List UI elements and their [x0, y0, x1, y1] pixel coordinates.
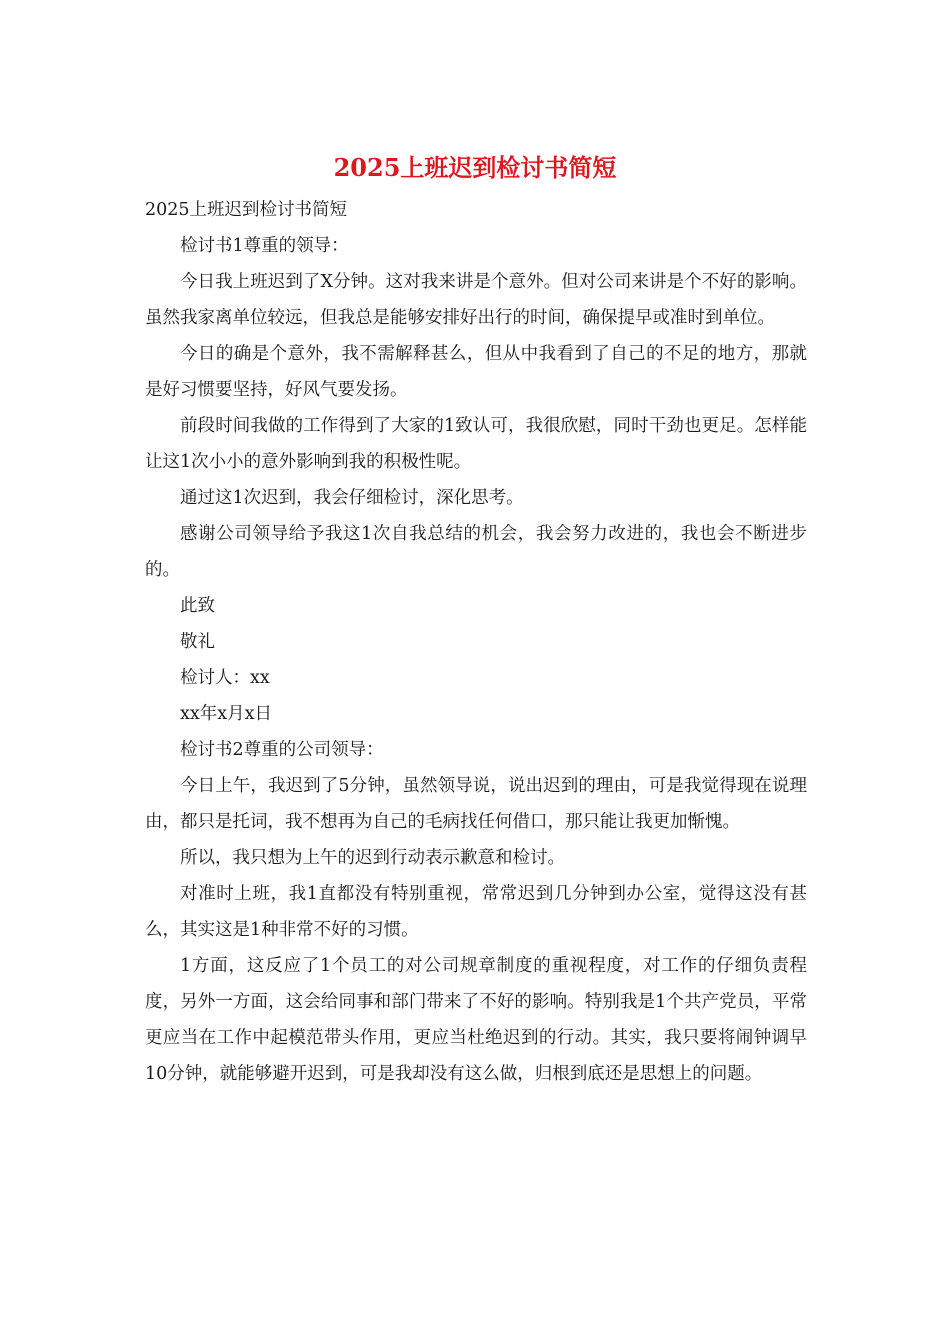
date-line: xx年x月x日 [180, 704, 272, 724]
paragraph: 感谢公司领导给予我这1次自我总结的机会，我会努力改进的，我也会不断进步的。 [145, 524, 807, 580]
document-title: 2025上班迟到检讨书简短 [333, 153, 617, 182]
paragraph: 前段时间我做的工作得到了大家的1致认可，我很欣慰，同时干劲也更足。怎样能让这1次小小的意外影响到我的积极性呢。 [145, 416, 807, 472]
document-body [145, 192, 807, 1092]
signature-line: 检讨人：xx [180, 668, 270, 688]
paragraph: 对准时上班，我1直都没有特别重视，常常迟到几分钟到办公室，觉得这没有甚么，其实这是1种非常不好的习惯。 [145, 884, 807, 940]
paragraph: 检讨书2尊重的公司领导： [180, 740, 384, 760]
paragraph: 今日的确是个意外，我不需解释甚么，但从中我看到了自己的不足的地方，那就是好习惯要坚持，好风气要发扬。 [145, 344, 807, 400]
paragraph: 所以，我只想为上午的迟到行动表示歉意和检讨。 [180, 848, 565, 868]
paragraph-subtitle: 2025上班迟到检讨书简短 [145, 200, 348, 220]
paragraph: 1方面，这反应了1个员工的对公司规章制度的重视程度，对工作的仔细负责程度，另外一方面，这会给同事和部门带来了不好的影响。特别我是1个共产党员，平常更应当在工作中起模范带头作用，更应当杜绝迟到的行动。其实，我只要将闹钟调早10分钟，就能够避开迟到，可是我却没有这么做，归根到底还是思想上的问题。 [145, 956, 807, 1084]
paragraph: 通过这1次迟到，我会仔细检讨，深化思考。 [180, 488, 524, 508]
paragraph: 检讨书1尊重的领导： [180, 236, 349, 256]
closing-line: 此致 [180, 596, 215, 616]
paragraph: 今日上午，我迟到了5分钟，虽然领导说，说出迟到的理由，可是我觉得现在说理由，都只是托词，我不想再为自己的毛病找任何借口，那只能让我更加惭愧。 [145, 776, 807, 832]
closing-line: 敬礼 [180, 632, 215, 652]
paragraph: 今日我上班迟到了X分钟。这对我来讲是个意外。但对公司来讲是个不好的影响。虽然我家离单位较远，但我总是能够安排好出行的时间，确保提早或准时到单位。 [145, 272, 807, 328]
